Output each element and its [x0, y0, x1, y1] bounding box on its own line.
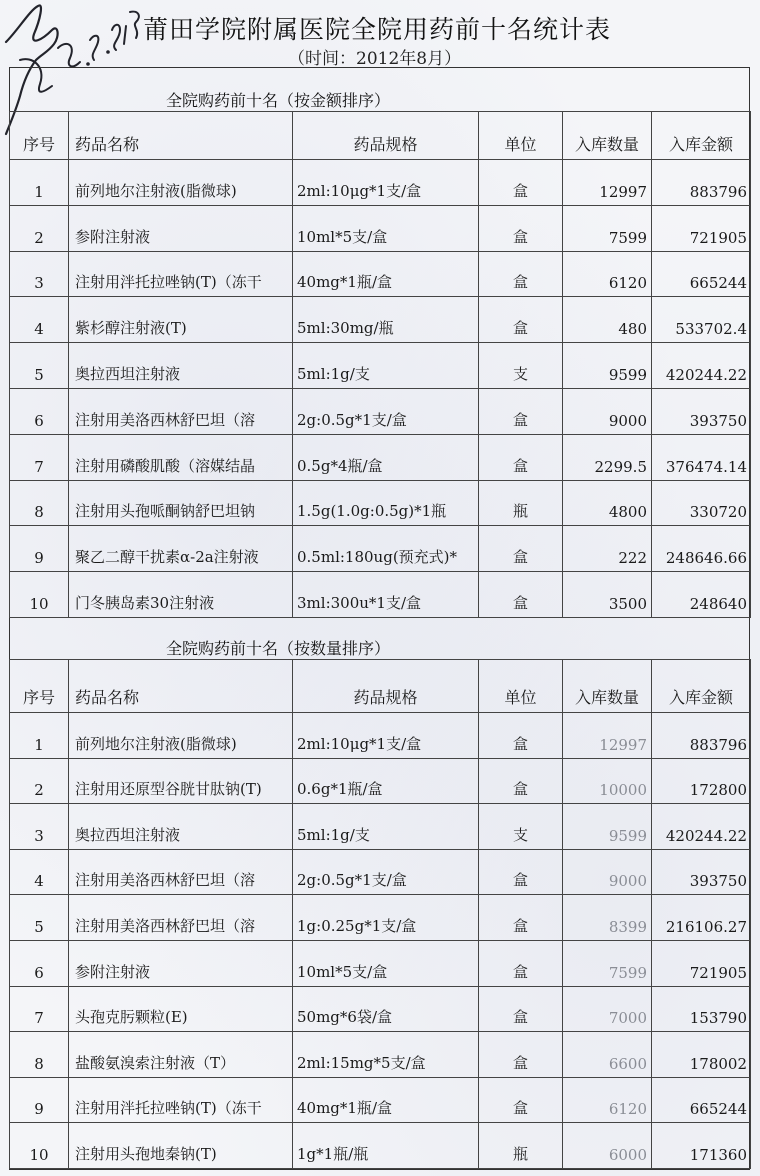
row-amount: 665244 — [652, 251, 751, 297]
row-drug-name: 奥拉西坦注射液 — [69, 343, 293, 389]
row-qty: 12997 — [563, 160, 652, 206]
row-unit: 瓶 — [479, 480, 563, 526]
row-drug-name: 注射用美洛西林舒巴坦（溶 — [69, 895, 293, 941]
row-unit: 盒 — [479, 986, 563, 1032]
row-no: 8 — [10, 480, 69, 526]
row-amount: 533702.4 — [652, 297, 751, 343]
row-spec: 2ml:10μg*1支/盒 — [293, 160, 479, 206]
row-amount: 665244 — [652, 1077, 751, 1123]
table-row — [10, 160, 751, 206]
row-amount: 376474.14 — [652, 434, 751, 480]
header-no: 序号 — [10, 660, 69, 713]
header-amount: 入库金额 — [652, 660, 751, 713]
row-drug-name: 头孢克肟颗粒(E) — [69, 986, 293, 1032]
table-row — [10, 251, 751, 297]
row-qty: 7599 — [563, 205, 652, 251]
row-qty: 6120 — [563, 251, 652, 297]
header-unit: 单位 — [479, 660, 563, 713]
row-unit: 盒 — [479, 895, 563, 941]
row-drug-name: 盐酸氨溴索注射液（T） — [69, 1032, 293, 1078]
row-drug-name: 注射用泮托拉唑钠(T)（冻干 — [69, 251, 293, 297]
row-drug-name: 前列地尔注射液(脂微球) — [69, 713, 293, 759]
row-no: 9 — [10, 1077, 69, 1123]
table-row — [10, 526, 751, 572]
row-unit: 盒 — [479, 297, 563, 343]
row-qty: 2299.5 — [563, 434, 652, 480]
table-row — [10, 849, 751, 895]
row-spec: 0.5ml:180ug(预充式)* — [293, 526, 479, 572]
row-no: 7 — [10, 986, 69, 1032]
table-row — [10, 1077, 751, 1123]
table-row — [10, 572, 751, 618]
table-header-row — [10, 112, 751, 160]
row-no: 10 — [10, 572, 69, 618]
row-amount: 393750 — [652, 849, 751, 895]
table-row — [10, 713, 751, 759]
header-amount: 入库金额 — [652, 112, 751, 160]
row-spec: 1g*1瓶/瓶 — [293, 1123, 479, 1169]
row-amount: 883796 — [652, 713, 751, 759]
row-unit: 盒 — [479, 434, 563, 480]
row-no: 2 — [10, 205, 69, 251]
row-no: 2 — [10, 758, 69, 804]
row-qty: 222 — [563, 526, 652, 572]
row-no: 6 — [10, 940, 69, 986]
row-amount: 883796 — [652, 160, 751, 206]
row-unit: 盒 — [479, 205, 563, 251]
row-unit: 盒 — [479, 160, 563, 206]
table-row — [10, 1032, 751, 1078]
row-spec: 10ml*5支/盒 — [293, 940, 479, 986]
table-row — [10, 480, 751, 526]
row-drug-name: 注射用美洛西林舒巴坦（溶 — [69, 388, 293, 434]
row-qty: 7000 — [563, 986, 652, 1032]
row-unit: 盒 — [479, 1032, 563, 1078]
row-amount: 420244.22 — [652, 804, 751, 850]
table-row — [10, 804, 751, 850]
row-spec: 40mg*1瓶/盒 — [293, 1077, 479, 1123]
row-no: 6 — [10, 388, 69, 434]
row-spec: 2g:0.5g*1支/盒 — [293, 388, 479, 434]
row-qty: 6120 — [563, 1077, 652, 1123]
row-amount: 721905 — [652, 940, 751, 986]
row-no: 3 — [10, 251, 69, 297]
row-spec: 5ml:1g/支 — [293, 804, 479, 850]
row-spec: 5ml:1g/支 — [293, 343, 479, 389]
row-qty: 12997 — [563, 713, 652, 759]
row-no: 1 — [10, 713, 69, 759]
row-no: 5 — [10, 895, 69, 941]
header-no: 序号 — [10, 112, 69, 160]
header-spec: 药品规格 — [293, 112, 479, 160]
row-qty: 6600 — [563, 1032, 652, 1078]
row-qty: 10000 — [563, 758, 652, 804]
table-row — [10, 940, 751, 986]
row-amount: 171360 — [652, 1123, 751, 1169]
row-amount: 216106.27 — [652, 895, 751, 941]
row-unit: 支 — [479, 343, 563, 389]
row-drug-name: 注射用头孢哌酮钠舒巴坦钠 — [69, 480, 293, 526]
row-qty: 4800 — [563, 480, 652, 526]
header-qty: 入库数量 — [563, 112, 652, 160]
row-no: 5 — [10, 343, 69, 389]
row-no: 4 — [10, 849, 69, 895]
row-no: 7 — [10, 434, 69, 480]
table-row — [10, 343, 751, 389]
row-drug-name: 聚乙二醇干扰素α-2a注射液 — [69, 526, 293, 572]
row-qty: 9599 — [563, 343, 652, 389]
row-unit: 盒 — [479, 251, 563, 297]
row-amount: 420244.22 — [652, 343, 751, 389]
row-no: 3 — [10, 804, 69, 850]
row-amount: 172800 — [652, 758, 751, 804]
row-qty: 9000 — [563, 849, 652, 895]
header-name: 药品名称 — [69, 660, 293, 713]
row-amount: 178002 — [652, 1032, 751, 1078]
row-no: 4 — [10, 297, 69, 343]
row-drug-name: 奥拉西坦注射液 — [69, 804, 293, 850]
row-amount: 153790 — [652, 986, 751, 1032]
row-unit: 盒 — [479, 849, 563, 895]
row-spec: 1g:0.25g*1支/盒 — [293, 895, 479, 941]
section-title-by-quantity: 全院购药前十名（按数量排序） — [166, 639, 391, 658]
row-qty: 9000 — [563, 388, 652, 434]
row-qty: 3500 — [563, 572, 652, 618]
row-no: 10 — [10, 1123, 69, 1169]
row-no: 8 — [10, 1032, 69, 1078]
table-row — [10, 388, 751, 434]
row-amount: 330720 — [652, 480, 751, 526]
row-drug-name: 注射用还原型谷胱甘肽钠(T) — [69, 758, 293, 804]
row-drug-name: 前列地尔注射液(脂微球) — [69, 160, 293, 206]
document-subtitle: （时间：2012年8月） — [288, 49, 462, 69]
row-spec: 2ml:10μg*1支/盒 — [293, 713, 479, 759]
row-unit: 瓶 — [479, 1123, 563, 1169]
row-spec: 40mg*1瓶/盒 — [293, 251, 479, 297]
row-unit: 支 — [479, 804, 563, 850]
row-drug-name: 注射用磷酸肌酸（溶媒结晶 — [69, 434, 293, 480]
row-amount: 248640 — [652, 572, 751, 618]
table-row — [10, 297, 751, 343]
row-spec: 2ml:15mg*5支/盒 — [293, 1032, 479, 1078]
row-qty: 7599 — [563, 940, 652, 986]
document-title: 莆田学院附属医院全院用药前十名统计表 — [143, 15, 612, 44]
row-amount: 721905 — [652, 205, 751, 251]
row-no: 9 — [10, 526, 69, 572]
table-row — [10, 434, 751, 480]
row-amount: 248646.66 — [652, 526, 751, 572]
row-qty: 9599 — [563, 804, 652, 850]
header-qty: 入库数量 — [563, 660, 652, 713]
table-row — [10, 895, 751, 941]
table-header-row — [10, 660, 751, 713]
row-drug-name: 注射用泮托拉唑钠(T)（冻干 — [69, 1077, 293, 1123]
row-drug-name: 注射用头孢地秦钠(T) — [69, 1123, 293, 1169]
row-drug-name: 注射用美洛西林舒巴坦（溶 — [69, 849, 293, 895]
table-by-amount — [9, 111, 751, 618]
row-spec: 3ml:300u*1支/盒 — [293, 572, 479, 618]
table-row — [10, 758, 751, 804]
header-name: 药品名称 — [69, 112, 293, 160]
row-qty: 8399 — [563, 895, 652, 941]
header-unit: 单位 — [479, 112, 563, 160]
row-spec: 10ml*5支/盒 — [293, 205, 479, 251]
row-amount: 393750 — [652, 388, 751, 434]
row-unit: 盒 — [479, 940, 563, 986]
row-drug-name: 参附注射液 — [69, 205, 293, 251]
row-no: 1 — [10, 160, 69, 206]
section-title-by-amount: 全院购药前十名（按金额排序） — [166, 91, 391, 110]
row-drug-name: 紫杉醇注射液(T) — [69, 297, 293, 343]
row-qty: 6000 — [563, 1123, 652, 1169]
table-row — [10, 986, 751, 1032]
table-row — [10, 205, 751, 251]
row-drug-name: 参附注射液 — [69, 940, 293, 986]
row-unit: 盒 — [479, 526, 563, 572]
row-spec: 5ml:30mg/瓶 — [293, 297, 479, 343]
row-unit: 盒 — [479, 572, 563, 618]
header-spec: 药品规格 — [293, 660, 479, 713]
row-spec: 0.5g*4瓶/盒 — [293, 434, 479, 480]
row-spec: 1.5g(1.0g:0.5g)*1瓶 — [293, 480, 479, 526]
row-spec: 50mg*6袋/盒 — [293, 986, 479, 1032]
row-qty: 480 — [563, 297, 652, 343]
row-unit: 盒 — [479, 388, 563, 434]
row-spec: 2g:0.5g*1支/盒 — [293, 849, 479, 895]
table-by-quantity — [9, 659, 751, 1169]
row-unit: 盒 — [479, 758, 563, 804]
row-spec: 0.6g*1瓶/盒 — [293, 758, 479, 804]
row-unit: 盒 — [479, 713, 563, 759]
table-row — [10, 1123, 751, 1169]
row-drug-name: 门冬胰岛素30注射液 — [69, 572, 293, 618]
row-unit: 盒 — [479, 1077, 563, 1123]
